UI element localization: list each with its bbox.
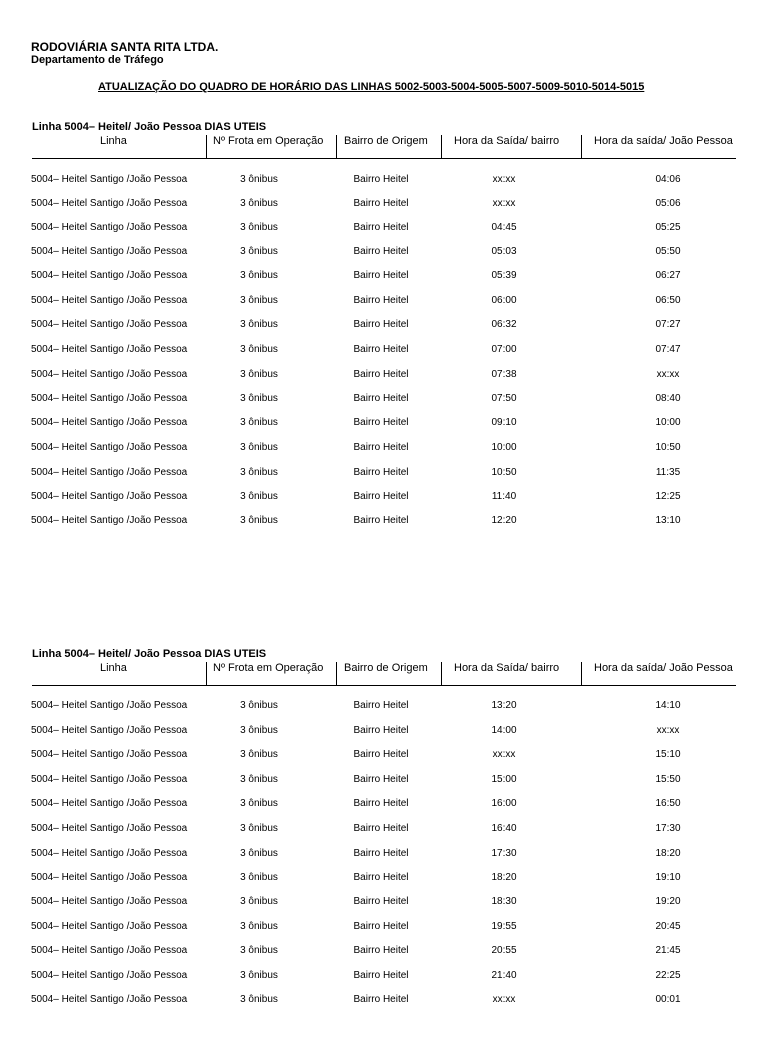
column-header-label: Linha [100, 662, 127, 674]
column-header-label: Nº Frota em Operação [213, 662, 324, 674]
table-row [0, 872, 768, 892]
column-header [32, 662, 206, 685]
cell-frota: 3 ônibus [240, 491, 278, 502]
table-row [0, 417, 768, 437]
cell-hora-saida-bairro: 10:00 [491, 442, 517, 453]
column-divider [581, 662, 582, 685]
cell-hora-saida-bairro: 17:30 [491, 848, 517, 859]
column-header [582, 135, 736, 158]
table-row [0, 467, 768, 487]
cell-hora-saida-joao-pessoa: 19:10 [655, 872, 681, 883]
cell-frota: 3 ônibus [240, 823, 278, 834]
cell-hora-saida-bairro: 07:50 [491, 393, 517, 404]
cell-hora-saida-joao-pessoa: 20:45 [655, 921, 681, 932]
cell-hora-saida-joao-pessoa: 10:00 [655, 417, 681, 428]
schedule-section [0, 121, 768, 526]
cell-bairro-origem: Bairro Heitel [353, 295, 409, 306]
cell-linha: 5004– Heitel Santigo /João Pessoa [31, 369, 188, 380]
company-name: RODOVIÁRIA SANTA RITA LTDA. [31, 40, 219, 54]
cell-bairro-origem: Bairro Heitel [353, 994, 409, 1005]
cell-bairro-origem: Bairro Heitel [353, 222, 409, 233]
cell-hora-saida-bairro: 06:32 [491, 319, 517, 330]
cell-frota: 3 ônibus [240, 872, 278, 883]
cell-hora-saida-bairro: xx:xx [492, 198, 516, 209]
cell-hora-saida-joao-pessoa: 17:30 [655, 823, 681, 834]
cell-bairro-origem: Bairro Heitel [353, 515, 409, 526]
cell-hora-saida-joao-pessoa: 18:20 [655, 848, 681, 859]
cell-bairro-origem: Bairro Heitel [353, 198, 409, 209]
column-header [207, 135, 336, 158]
cell-hora-saida-bairro: 14:00 [491, 725, 517, 736]
cell-hora-saida-joao-pessoa: 06:27 [655, 270, 681, 281]
cell-linha: 5004– Heitel Santigo /João Pessoa [31, 270, 188, 281]
cell-hora-saida-bairro: 06:00 [491, 295, 517, 306]
cell-bairro-origem: Bairro Heitel [353, 270, 409, 281]
table-row [0, 393, 768, 413]
cell-hora-saida-bairro: 16:40 [491, 823, 517, 834]
cell-hora-saida-joao-pessoa: 10:50 [655, 442, 681, 453]
column-divider [581, 135, 582, 158]
cell-hora-saida-joao-pessoa: 12:25 [655, 491, 681, 502]
cell-hora-saida-bairro: 07:38 [491, 369, 517, 380]
cell-hora-saida-bairro: 16:00 [491, 798, 517, 809]
table-row [0, 442, 768, 462]
cell-linha: 5004– Heitel Santigo /João Pessoa [31, 246, 188, 257]
cell-frota: 3 ônibus [240, 369, 278, 380]
cell-hora-saida-joao-pessoa: 21:45 [655, 945, 681, 956]
cell-hora-saida-bairro: xx:xx [492, 174, 516, 185]
cell-frota: 3 ônibus [240, 222, 278, 233]
cell-bairro-origem: Bairro Heitel [353, 417, 409, 428]
cell-hora-saida-bairro: xx:xx [492, 994, 516, 1005]
cell-linha: 5004– Heitel Santigo /João Pessoa [31, 848, 188, 859]
table-header [32, 135, 736, 159]
cell-hora-saida-joao-pessoa: 05:06 [655, 198, 681, 209]
cell-bairro-origem: Bairro Heitel [353, 700, 409, 711]
cell-bairro-origem: Bairro Heitel [353, 921, 409, 932]
document-title: ATUALIZAÇÃO DO QUADRO DE HORÁRIO DAS LINHAS 5002-5003-5004-5005-5007-5009-5010-5014-5015 [98, 81, 645, 93]
table-row [0, 198, 768, 218]
table-row [0, 700, 768, 720]
cell-bairro-origem: Bairro Heitel [353, 442, 409, 453]
cell-bairro-origem: Bairro Heitel [353, 344, 409, 355]
cell-linha: 5004– Heitel Santigo /João Pessoa [31, 491, 188, 502]
table-row [0, 246, 768, 266]
table-row [0, 491, 768, 511]
table-row [0, 774, 768, 794]
cell-hora-saida-joao-pessoa: 22:25 [655, 970, 681, 981]
cell-hora-saida-bairro: 05:03 [491, 246, 517, 257]
cell-linha: 5004– Heitel Santigo /João Pessoa [31, 174, 188, 185]
table-row [0, 945, 768, 965]
cell-linha: 5004– Heitel Santigo /João Pessoa [31, 222, 188, 233]
schedule-section [0, 648, 768, 1048]
cell-frota: 3 ônibus [240, 848, 278, 859]
cell-frota: 3 ônibus [240, 270, 278, 281]
cell-hora-saida-joao-pessoa: xx:xx [656, 369, 680, 380]
column-header-label: Hora da saída/ João Pessoa [594, 662, 733, 674]
column-header-label: Bairro de Origem [344, 662, 428, 674]
cell-frota: 3 ônibus [240, 442, 278, 453]
cell-hora-saida-bairro: 18:20 [491, 872, 517, 883]
cell-linha: 5004– Heitel Santigo /João Pessoa [31, 774, 188, 785]
cell-bairro-origem: Bairro Heitel [353, 319, 409, 330]
cell-frota: 3 ônibus [240, 344, 278, 355]
cell-linha: 5004– Heitel Santigo /João Pessoa [31, 467, 188, 478]
cell-frota: 3 ônibus [240, 994, 278, 1005]
cell-frota: 3 ônibus [240, 393, 278, 404]
cell-frota: 3 ônibus [240, 295, 278, 306]
cell-linha: 5004– Heitel Santigo /João Pessoa [31, 515, 188, 526]
table-row [0, 174, 768, 194]
column-divider [441, 662, 442, 685]
cell-linha: 5004– Heitel Santigo /João Pessoa [31, 823, 188, 834]
table-row [0, 798, 768, 818]
cell-frota: 3 ônibus [240, 515, 278, 526]
column-header [207, 662, 336, 685]
cell-bairro-origem: Bairro Heitel [353, 491, 409, 502]
cell-hora-saida-bairro: 10:50 [491, 467, 517, 478]
cell-bairro-origem: Bairro Heitel [353, 774, 409, 785]
cell-hora-saida-joao-pessoa: 07:27 [655, 319, 681, 330]
table-row [0, 896, 768, 916]
department-name: Departamento de Tráfego [31, 54, 164, 66]
cell-bairro-origem: Bairro Heitel [353, 945, 409, 956]
cell-linha: 5004– Heitel Santigo /João Pessoa [31, 921, 188, 932]
cell-frota: 3 ônibus [240, 749, 278, 760]
cell-hora-saida-bairro: 19:55 [491, 921, 517, 932]
cell-hora-saida-joao-pessoa: 07:47 [655, 344, 681, 355]
cell-linha: 5004– Heitel Santigo /João Pessoa [31, 798, 188, 809]
cell-frota: 3 ônibus [240, 319, 278, 330]
cell-bairro-origem: Bairro Heitel [353, 174, 409, 185]
cell-bairro-origem: Bairro Heitel [353, 725, 409, 736]
cell-frota: 3 ônibus [240, 725, 278, 736]
cell-bairro-origem: Bairro Heitel [353, 749, 409, 760]
table-row [0, 994, 768, 1014]
column-header [442, 135, 581, 158]
cell-hora-saida-joao-pessoa: 13:10 [655, 515, 681, 526]
cell-frota: 3 ônibus [240, 798, 278, 809]
cell-bairro-origem: Bairro Heitel [353, 246, 409, 257]
cell-linha: 5004– Heitel Santigo /João Pessoa [31, 700, 188, 711]
column-divider [206, 662, 207, 685]
table-row [0, 848, 768, 868]
column-divider [336, 662, 337, 685]
cell-linha: 5004– Heitel Santigo /João Pessoa [31, 725, 188, 736]
cell-hora-saida-joao-pessoa: 05:50 [655, 246, 681, 257]
cell-hora-saida-bairro: 21:40 [491, 970, 517, 981]
cell-frota: 3 ônibus [240, 700, 278, 711]
cell-bairro-origem: Bairro Heitel [353, 467, 409, 478]
cell-bairro-origem: Bairro Heitel [353, 896, 409, 907]
cell-hora-saida-joao-pessoa: 08:40 [655, 393, 681, 404]
section-title: Linha 5004– Heitel/ João Pessoa DIAS UTEIS [32, 121, 267, 133]
cell-linha: 5004– Heitel Santigo /João Pessoa [31, 344, 188, 355]
column-header-label: Linha [100, 135, 127, 147]
cell-hora-saida-joao-pessoa: 00:01 [655, 994, 681, 1005]
table-row [0, 725, 768, 745]
table-header [32, 662, 736, 686]
cell-hora-saida-bairro: 04:45 [491, 222, 517, 233]
cell-bairro-origem: Bairro Heitel [353, 970, 409, 981]
cell-linha: 5004– Heitel Santigo /João Pessoa [31, 198, 188, 209]
table-row [0, 369, 768, 389]
cell-hora-saida-bairro: 12:20 [491, 515, 517, 526]
column-header [337, 662, 441, 685]
cell-hora-saida-joao-pessoa: 05:25 [655, 222, 681, 233]
cell-hora-saida-joao-pessoa: 06:50 [655, 295, 681, 306]
cell-bairro-origem: Bairro Heitel [353, 848, 409, 859]
cell-linha: 5004– Heitel Santigo /João Pessoa [31, 749, 188, 760]
cell-linha: 5004– Heitel Santigo /João Pessoa [31, 994, 188, 1005]
cell-hora-saida-joao-pessoa: xx:xx [656, 725, 680, 736]
cell-bairro-origem: Bairro Heitel [353, 798, 409, 809]
column-header-label: Hora da Saída/ bairro [454, 135, 560, 147]
column-header-label: Nº Frota em Operação [213, 135, 324, 147]
cell-hora-saida-bairro: 07:00 [491, 344, 517, 355]
column-divider [206, 135, 207, 158]
table-row [0, 515, 768, 535]
table-row [0, 270, 768, 290]
cell-hora-saida-joao-pessoa: 15:50 [655, 774, 681, 785]
cell-bairro-origem: Bairro Heitel [353, 393, 409, 404]
column-header [582, 662, 736, 685]
table-row [0, 970, 768, 990]
cell-linha: 5004– Heitel Santigo /João Pessoa [31, 319, 188, 330]
table-row [0, 295, 768, 315]
cell-linha: 5004– Heitel Santigo /João Pessoa [31, 295, 188, 306]
table-row [0, 319, 768, 339]
cell-bairro-origem: Bairro Heitel [353, 872, 409, 883]
column-header-label: Bairro de Origem [344, 135, 428, 147]
cell-linha: 5004– Heitel Santigo /João Pessoa [31, 872, 188, 883]
cell-frota: 3 ônibus [240, 945, 278, 956]
cell-frota: 3 ônibus [240, 198, 278, 209]
cell-hora-saida-bairro: 09:10 [491, 417, 517, 428]
cell-hora-saida-bairro: 15:00 [491, 774, 517, 785]
cell-hora-saida-joao-pessoa: 16:50 [655, 798, 681, 809]
column-header-label: Hora da saída/ João Pessoa [594, 135, 733, 147]
cell-hora-saida-bairro: xx:xx [492, 749, 516, 760]
cell-hora-saida-bairro: 11:40 [491, 491, 517, 502]
cell-frota: 3 ônibus [240, 467, 278, 478]
cell-hora-saida-joao-pessoa: 11:35 [655, 467, 681, 478]
cell-frota: 3 ônibus [240, 174, 278, 185]
column-divider [336, 135, 337, 158]
cell-frota: 3 ônibus [240, 896, 278, 907]
cell-linha: 5004– Heitel Santigo /João Pessoa [31, 970, 188, 981]
column-header [32, 135, 206, 158]
cell-linha: 5004– Heitel Santigo /João Pessoa [31, 945, 188, 956]
table-row [0, 921, 768, 941]
cell-hora-saida-bairro: 05:39 [491, 270, 517, 281]
column-header-label: Hora da Saída/ bairro [454, 662, 560, 674]
column-divider [441, 135, 442, 158]
table-row [0, 749, 768, 769]
cell-linha: 5004– Heitel Santigo /João Pessoa [31, 393, 188, 404]
cell-bairro-origem: Bairro Heitel [353, 823, 409, 834]
cell-hora-saida-bairro: 13:20 [491, 700, 517, 711]
cell-bairro-origem: Bairro Heitel [353, 369, 409, 380]
column-header [337, 135, 441, 158]
table-row [0, 344, 768, 364]
cell-frota: 3 ônibus [240, 970, 278, 981]
cell-frota: 3 ônibus [240, 417, 278, 428]
cell-hora-saida-bairro: 18:30 [491, 896, 517, 907]
cell-frota: 3 ônibus [240, 246, 278, 257]
cell-linha: 5004– Heitel Santigo /João Pessoa [31, 442, 188, 453]
section-title: Linha 5004– Heitel/ João Pessoa DIAS UTEIS [32, 648, 267, 660]
cell-hora-saida-joao-pessoa: 19:20 [655, 896, 681, 907]
cell-frota: 3 ônibus [240, 921, 278, 932]
cell-hora-saida-joao-pessoa: 15:10 [655, 749, 681, 760]
cell-hora-saida-joao-pessoa: 14:10 [655, 700, 681, 711]
cell-hora-saida-joao-pessoa: 04:06 [655, 174, 681, 185]
column-header [442, 662, 581, 685]
cell-frota: 3 ônibus [240, 774, 278, 785]
table-row [0, 222, 768, 242]
table-row [0, 823, 768, 843]
cell-hora-saida-bairro: 20:55 [491, 945, 517, 956]
cell-linha: 5004– Heitel Santigo /João Pessoa [31, 896, 188, 907]
cell-linha: 5004– Heitel Santigo /João Pessoa [31, 417, 188, 428]
